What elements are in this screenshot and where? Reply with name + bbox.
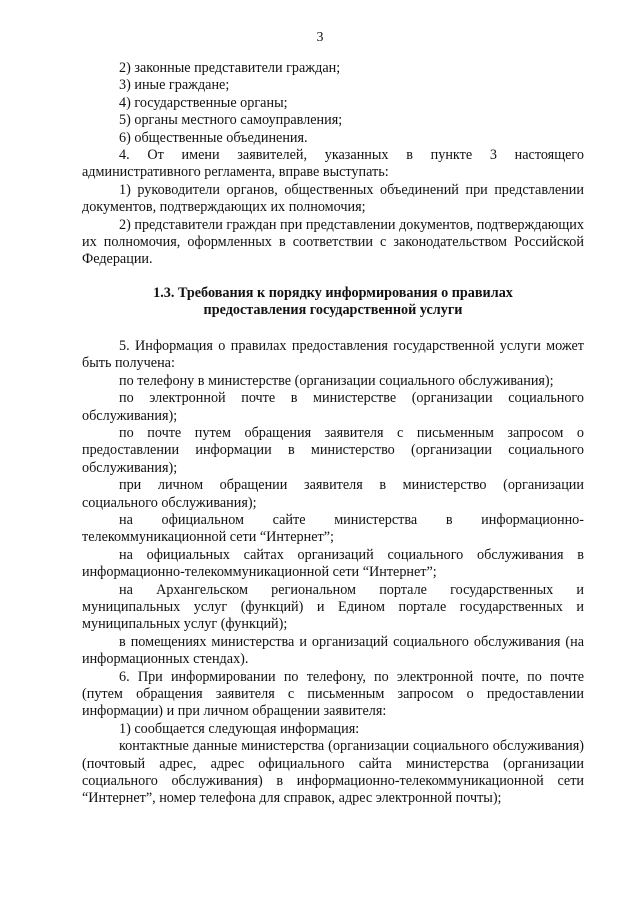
paragraph-4: 4. От имени заявителей, указанных в пункте 3 настоящего административного регламента, вправе выступать: [82, 147, 584, 181]
paragraph-4-item-2: 2) представители граждан при представлении документов, подтверждающих их полномочия, оформленных в соответствии с законодательством Российской Федерации. [82, 216, 584, 268]
list-item: 4) государственные органы; [119, 94, 288, 111]
section-heading [82, 285, 584, 320]
list-item: 3) иные граждане; [119, 77, 230, 94]
paragraph-5-item: на официальных сайтах организаций социального обслуживания в информационно-телекоммуникационной сети “Интернет”; [82, 546, 584, 581]
paragraph-5-item: по электронной почте в министерстве (организации социального обслуживания); [82, 390, 584, 424]
paragraph-4-item-1: 1) руководители органов, общественных объединений при представлении документов, подтверждающих их полномочия; [82, 181, 584, 216]
paragraph-5-item: на Архангельском региональном портале государственных и муниципальных услуг (функций) и Едином портале государственных и муниципальных услуг (функций); [82, 581, 584, 633]
list-item: 5) органы местного самоуправления; [119, 112, 343, 129]
paragraph-5: 5. Информация о правилах предоставления государственной услуги может быть получена: [82, 337, 584, 372]
document-body [82, 60, 584, 808]
paragraph-5-item: в помещениях министерства и организаций социального обслуживания (на информационных стендах). [82, 633, 584, 668]
page-number: 3 [316, 30, 324, 45]
paragraph-6-item-1-detail: контактные данные министерства (организации социального обслуживания) (почтовый адрес, адрес официального сайта министерства (организации социального обслуживания) в информационно-телекоммуникационной сети “Интернет”, номер телефона для справок, адрес электронной почты); [82, 738, 584, 807]
paragraph-5-item: при личном обращении заявителя в министерство (организации социального обслуживания); [82, 477, 584, 511]
paragraph-6: 6. При информировании по телефону, по электронной почте, по почте (путем обращения заявителя с письменным запросом о предоставлении информации) и при личном обращении заявителя: [82, 668, 584, 720]
paragraph-5-item: по почте путем обращения заявителя с письменным запросом о предоставлении информации в министерство (организации социального обслуживания); [82, 424, 584, 476]
paragraph-5-item: по телефону в министерстве (организации социального обслуживания); [119, 372, 554, 389]
list-item: 2) законные представители граждан; [119, 60, 341, 76]
section-heading-line-2: предоставления государственной услуги [203, 302, 463, 319]
paragraph-5-item: на официальном сайте министерства в информационно-телекоммуникационной сети “Интернет”; [82, 511, 584, 546]
paragraph-6-item-1: 1) сообщается следующая информация: [119, 720, 360, 737]
list-item: 6) общественные объединения. [119, 129, 308, 146]
section-heading-line-1: 1.3. Требования к порядку информирования о правилах [153, 284, 513, 301]
